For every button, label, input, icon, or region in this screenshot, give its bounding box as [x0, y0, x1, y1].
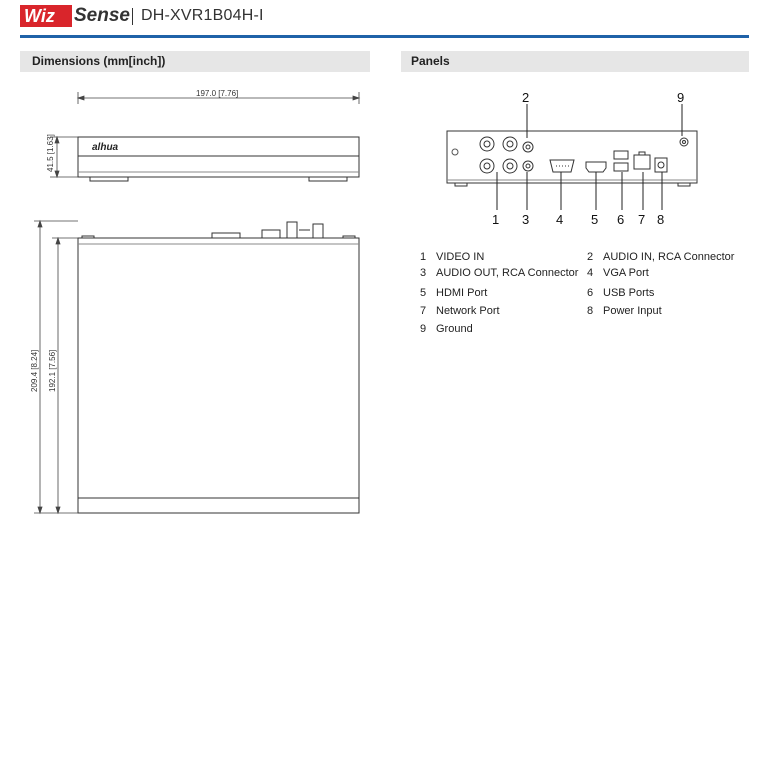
legend-item-1: 1 VIDEO IN — [420, 251, 485, 263]
width-label: 197.0 [7.76] — [196, 89, 239, 98]
callout-7: 7 — [638, 212, 646, 227]
top-view — [78, 222, 359, 513]
depth-outer-label: 209.4 [8.24] — [30, 349, 39, 392]
legend-item-4: 4 VGA Port — [587, 267, 649, 279]
front-view — [78, 137, 359, 181]
legend-item-3: 3 AUDIO OUT, RCA Connector — [420, 267, 579, 279]
dimensions-title: Dimensions (mm[inch]) — [32, 54, 166, 68]
legend-item-5: 5 HDMI Port — [420, 287, 488, 299]
height-label: 41.5 [1.63] — [46, 134, 55, 172]
legend-item-6: 6 USB Ports — [587, 287, 655, 299]
callout-8: 8 — [657, 212, 665, 227]
callout-3: 3 — [522, 212, 530, 227]
callout-1: 1 — [492, 212, 500, 227]
brand-wiz: Wiz — [24, 6, 55, 26]
callout-2: 2 — [522, 90, 530, 105]
callout-6: 6 — [617, 212, 625, 227]
legend-item-2: 2 AUDIO IN, RCA Connector — [587, 251, 735, 263]
legend-item-7: 7 Network Port — [420, 305, 500, 317]
panels-title: Panels — [411, 54, 450, 68]
callout-9: 9 — [677, 90, 685, 105]
legend-item-9: 9 Ground — [420, 323, 473, 335]
callout-5: 5 — [591, 212, 599, 227]
front-logo: alhua — [92, 142, 119, 153]
legend-item-8: 8 Power Input — [587, 305, 662, 317]
brand-sense: Sense — [74, 5, 130, 26]
callout-4: 4 — [556, 212, 564, 227]
depth-inner-label: 192.1 [7.56] — [48, 349, 57, 392]
model-number: DH-XVR1B04H-I — [141, 7, 264, 24]
